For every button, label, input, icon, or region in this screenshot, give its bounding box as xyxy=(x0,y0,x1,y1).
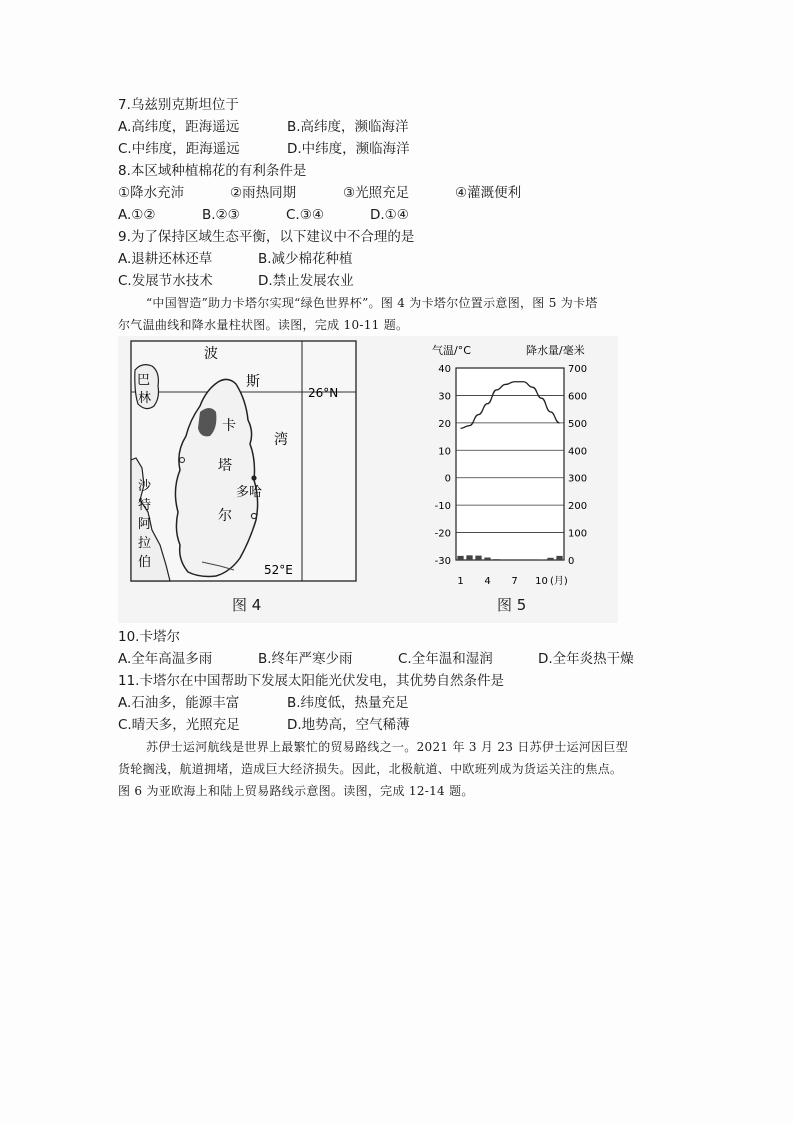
question-7-stem: 7.乌兹别克斯坦位于 xyxy=(118,97,239,113)
precipitation-bar xyxy=(475,556,481,560)
x-tick-label: 1 xyxy=(457,576,464,587)
y-left-tick-label: 20 xyxy=(438,418,451,430)
doha-marker xyxy=(251,475,256,480)
q10-option-d: D.全年炎热干燥 xyxy=(538,651,634,667)
passage-2-line-1: 苏伊士运河航线是世界上最繁忙的贸易路线之一。2021 年 3 月 23 日苏伊士运河因巨型 xyxy=(146,740,629,754)
y-left-tick-label: 40 xyxy=(438,364,451,375)
qatar-climate-chart xyxy=(420,340,600,590)
y-right-tick-label: 300 xyxy=(568,473,588,485)
x-tick-label: 7 xyxy=(511,576,518,587)
q10-option-b: B.终年严寒少雨 xyxy=(258,651,353,667)
q9-option-c: C.发展节水技术 xyxy=(118,273,213,289)
q11-option-d: D.地势高，空气稀薄 xyxy=(287,717,410,733)
q7-option-a: A.高纬度，距海遥远 xyxy=(118,119,240,135)
figure-4-caption: 图 4 xyxy=(232,596,262,614)
y-left-tick-label: -20 xyxy=(434,528,451,540)
question-10-stem: 10.卡塔尔 xyxy=(118,629,180,645)
y-left-tick-label: -10 xyxy=(434,501,451,513)
question-8-stem: 8.本区域种植棉花的有利条件是 xyxy=(118,163,307,179)
longitude-label: 52°E xyxy=(264,563,293,577)
q9-option-d: D.禁止发展农业 xyxy=(258,273,354,289)
y-right-tick-label: 600 xyxy=(568,391,588,403)
q8-condition-4: ④灌溉便利 xyxy=(455,185,522,201)
y-left-tick-label: 10 xyxy=(438,446,451,458)
y-right-tick-label: 100 xyxy=(568,528,588,540)
q8-option-d: D.①④ xyxy=(370,207,409,223)
q7-option-b: B.高纬度，濒临海洋 xyxy=(287,119,409,135)
x-axis-unit-label: (月) xyxy=(550,576,568,587)
map-label-er: 尔 xyxy=(218,508,232,524)
y-left-tick-label: 30 xyxy=(438,391,451,403)
precipitation-bar xyxy=(457,556,463,560)
passage-2-line-3: 图 6 为亚欧海上和陆上贸易路线示意图。读图，完成 12-14 题。 xyxy=(118,784,474,798)
y-right-axis-label: 降水量/毫米 xyxy=(526,344,585,357)
precipitation-bar xyxy=(493,559,499,560)
q7-option-d: D.中纬度，濒临海洋 xyxy=(287,141,410,157)
y-right-tick-label: 400 xyxy=(568,446,588,458)
q8-option-c: C.③④ xyxy=(286,207,324,223)
plot-frame xyxy=(456,368,564,560)
map-label-si: 斯 xyxy=(246,374,260,390)
map-label-saudi-char-3: 拉 xyxy=(138,536,152,551)
precipitation-bar xyxy=(556,556,562,560)
map-label-lin: 林 xyxy=(138,391,152,406)
map-label-saudi-char-4: 伯 xyxy=(138,555,152,570)
question-9-stem: 9.为了保持区域生态平衡，以下建议中不合理的是 xyxy=(118,229,415,245)
q7-option-c: C.中纬度，距海遥远 xyxy=(118,141,240,157)
x-tick-label: 10 xyxy=(535,576,548,587)
q11-option-a: A.石油多，能源丰富 xyxy=(118,695,240,711)
passage-2-line-2: 货轮搁浅，航道拥堵，造成巨大经济损失。因此，北极航道、中欧班列成为货运关注的焦点。 xyxy=(118,762,623,776)
map-label-saudi-char-0: 沙 xyxy=(138,479,152,494)
question-11-stem: 11.卡塔尔在中国帮助下发展太阳能光伏发电，其优势自然条件是 xyxy=(118,673,504,689)
latitude-label: 26°N xyxy=(308,386,339,400)
precipitation-bar xyxy=(484,558,490,560)
map-label-doha: 多哈 xyxy=(236,485,263,500)
passage-1-line-1: “中国智造”助力卡塔尔实现“绿色世界杯”。图 4 为卡塔尔位置示意图，图 5 为卡塔 xyxy=(146,296,598,310)
y-right-tick-label: 0 xyxy=(568,556,575,567)
map-label-saudi-arabia xyxy=(138,478,152,570)
q9-option-b: B.减少棉花种植 xyxy=(258,251,353,267)
precipitation-bar xyxy=(466,555,472,560)
q8-condition-3: ③光照充足 xyxy=(343,185,410,201)
q11-option-b: B.纬度低，热量充足 xyxy=(287,695,409,711)
y-left-axis-label: 气温/°C xyxy=(432,344,471,357)
q8-condition-2: ②雨热同期 xyxy=(230,185,297,201)
map-label-saudi-char-1: 特 xyxy=(138,498,152,513)
map-label-ta: 塔 xyxy=(218,458,232,474)
qatar-location-map xyxy=(130,340,358,588)
map-label-wan: 湾 xyxy=(274,432,288,448)
q10-option-a: A.全年高温多雨 xyxy=(118,651,213,667)
y-right-tick-label: 200 xyxy=(568,501,588,513)
map-label-ka: 卡 xyxy=(222,418,236,434)
map-label-bo: 波 xyxy=(204,346,218,362)
map-label-saudi-char-2: 阿 xyxy=(138,517,152,532)
y-left-tick-label: -30 xyxy=(434,556,451,567)
precipitation-bar xyxy=(547,558,553,560)
q9-option-a: A.退耕还林还草 xyxy=(118,251,213,267)
map-label-ba: 巴 xyxy=(137,373,151,388)
y-right-tick-label: 500 xyxy=(568,418,588,430)
figure-5-caption: 图 5 xyxy=(497,596,527,614)
x-tick-label: 4 xyxy=(484,576,491,587)
y-left-tick-label: 0 xyxy=(444,473,451,485)
q11-option-c: C.晴天多，光照充足 xyxy=(118,717,240,733)
q8-option-b: B.②③ xyxy=(202,207,240,223)
y-right-tick-label: 700 xyxy=(568,364,588,375)
q10-option-c: C.全年温和湿润 xyxy=(398,651,493,667)
q8-condition-1: ①降水充沛 xyxy=(118,185,185,201)
passage-1-line-2: 尔气温曲线和降水量柱状图。读图，完成 10-11 题。 xyxy=(118,318,409,332)
q8-option-a: A.①② xyxy=(118,207,156,223)
